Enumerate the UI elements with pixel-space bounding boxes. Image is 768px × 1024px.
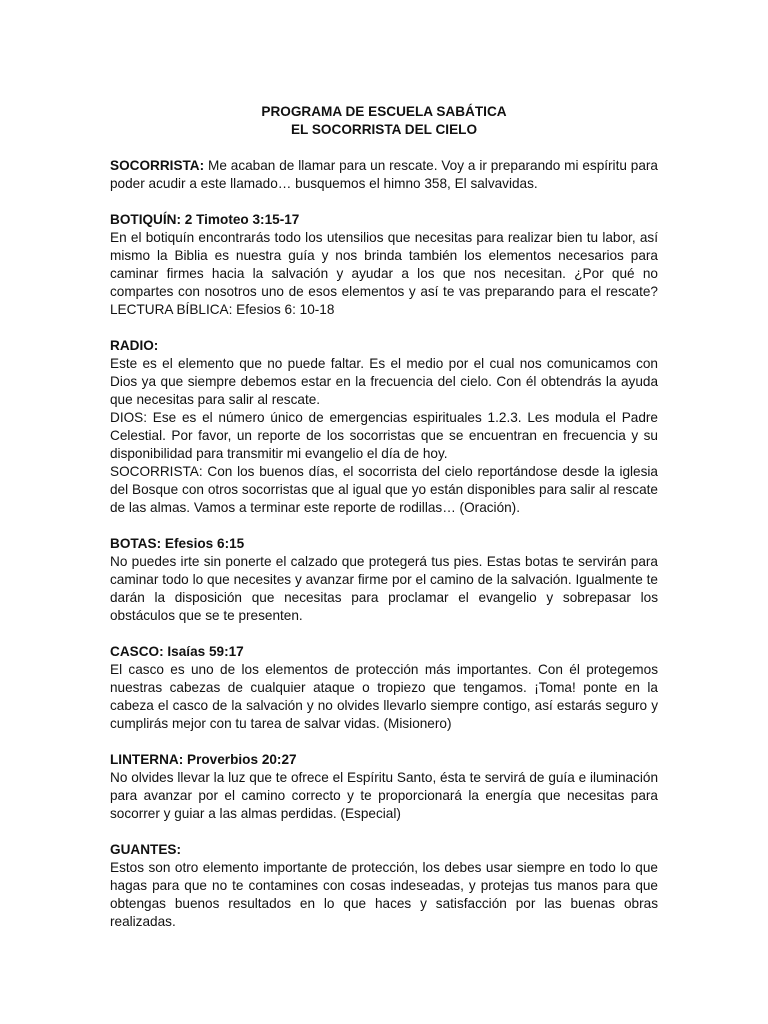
guantes-body: Estos son otro elemento importante de protección, los debes usar siempre en todo lo que hagas para que no te contamines con cosas indeseadas, y protejas tus manos para que obtengas buenos resultados en lo que haces y satisfacción por las buenas obras realizadas. (110, 860, 658, 929)
document-page (110, 103, 658, 949)
casco-body: El casco es uno de los elementos de protección más importantes. Con él protegemos nuestras cabezas de cualquier ataque o tropiezo que tengamos. ¡Toma! ponte en la cabeza el casco de la salvación y no olvides llevarlo siempre contigo, así estarás seguro y cumplirás mejor con tu tarea de salvar vidas. (Misionero) (110, 662, 658, 731)
document-title (110, 103, 658, 139)
botas-heading: BOTAS: Efesios 6:15 (110, 536, 245, 551)
linterna-body: No olvides llevar la luz que te ofrece el Espíritu Santo, ésta te servirá de guía e iluminación para avanzar por el camino correcto y te proporcionará la energía que necesitas para socorrer y guiar a las almas perdidas. (Especial) (110, 770, 658, 821)
intro-text: Me acaban de llamar para un rescate. Voy a ir preparando mi espíritu para poder acudir a este llamado… busquemos el himno 358, El salvavidas. (110, 158, 658, 191)
radio-paragraph-2: DIOS: Ese es el número único de emergencias espirituales 1.2.3. Les modula el Padre Celestial. Por favor, un reporte de los socorristas que se encuentran en frecuencia y su disponibilidad para transmitir mi evangelio el día de hoy. (110, 410, 658, 461)
intro-label: SOCORRISTA: (110, 158, 205, 173)
section-radio (110, 337, 658, 517)
casco-heading: CASCO: Isaías 59:17 (110, 644, 244, 659)
section-guantes (110, 841, 658, 931)
title-line-program: PROGRAMA DE ESCUELA SABÁTICA (261, 104, 507, 119)
title-line-subtitle: EL SOCORRISTA DEL CIELO (290, 122, 478, 137)
botiquin-heading: BOTIQUÍN: 2 Timoteo 3:15-17 (110, 212, 300, 227)
section-casco (110, 643, 658, 733)
linterna-heading: LINTERNA: Proverbios 20:27 (110, 752, 297, 767)
section-linterna (110, 751, 658, 823)
section-intro (110, 157, 658, 193)
section-botiquin (110, 211, 658, 319)
botiquin-body: En el botiquín encontrarás todo los utensilios que necesitas para realizar bien tu labor, así mismo la Biblia es nuestra guía y nos brinda también los elementos necesarios para caminar firmes hacia la salvación y ayudar a los que nos necesitan. ¿Por qué no compartes con nosotros uno de esos elementos y así te vas preparando para el rescate? LECTURA BÍBLICA: Efesios 6: 10-18 (110, 230, 658, 317)
radio-paragraph-3: SOCORRISTA: Con los buenos días, el socorrista del cielo reportándose desde la iglesia del Bosque con otros socorristas que al igual que yo están disponibles para salir al rescate de las almas. Vamos a terminar este reporte de rodillas… (Oración). (110, 464, 658, 515)
radio-paragraph-1: Este es el elemento que no puede faltar. Es el medio por el cual nos comunicamos con Dios ya que siempre debemos estar en la frecuencia del cielo. Con él obtendrás la ayuda que necesitas para salir al rescate. (110, 356, 658, 407)
intro-paragraph (110, 157, 658, 193)
botas-body: No puedes irte sin ponerte el calzado que protegerá tus pies. Estas botas te servirán para caminar todo lo que necesites y avanzar firme por el camino de la salvación. Igualmente te darán la disposición que necesitas para proclamar el evangelio y sobrepasar los obstáculos que se te presenten. (110, 554, 658, 623)
guantes-heading: GUANTES: (110, 842, 181, 857)
section-botas (110, 535, 658, 625)
radio-heading: RADIO: (110, 338, 159, 353)
